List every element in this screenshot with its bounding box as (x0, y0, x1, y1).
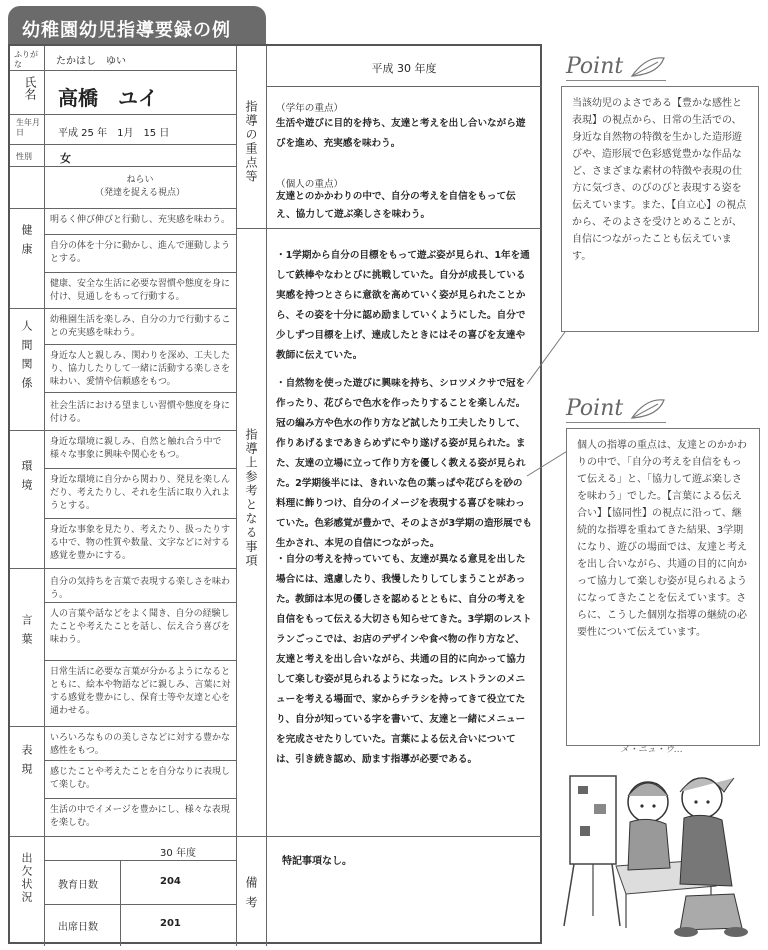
individual-focus-text: 友達とのかかわりの中で、自分の考えを自信をもって伝え、協力して遊ぶ楽しさを味わう。 (276, 191, 516, 220)
aim-text: いろいろなものの美しさなどに対する豊かな感性をもつ。 (50, 733, 231, 756)
reference-paragraph: ・自分の考えを持っていても、友達が異なる意見を出した場合には、遠慮したり、我慢したりしてしまうことがあった。教師は本児の優しさを認めるとともに、自分の考えを自信をもって伝える大切さも知らせてきた。3学期のレストランごっこでは、お店のデザインや食べ物の作り方など、友達と考えを出し合いながら、共通の目的に向かって協力して楽しむ姿が見られるようになった。レストランのメニューを考える場面で、家からチラシを持ってきて役立てたり、自分が知っている字を書いて、友達と一緒にメニューを完成させたりしていた。言葉による伝え合いについては、引き続き認め、励ます指導が必要である。 (276, 554, 532, 765)
aim-text: 身近な人と親しみ、関わりを深め、工夫したり、協力したりして一緒に活動する楽しさを味わい、愛情や信頼感をもつ。 (50, 351, 231, 387)
category-health: 健康 (20, 224, 33, 262)
aim-text: 身近な事象を見たり、考えたり、扱ったりする中で、物の性質や数量、文字などに対する感覚を豊かにする。 (50, 525, 231, 561)
attendance-row-label: 教育日数 (58, 880, 98, 891)
name-label: 氏名 (23, 76, 37, 100)
student-name: 高橋 ユイ (58, 86, 158, 110)
aim-text: 身近な環境に親しみ、自然と触れ合う中で様々な事象に興味や関心をもつ。 (50, 437, 222, 460)
aim-text: 日常生活に必要な言葉が分かるようになるとともに、絵本や物語などに親しみ、言葉に対する感覚を豊かにし、保育士等や友達と心を通わせる。 (50, 667, 231, 716)
aim-text: 社会生活における望ましい習慣や態度を身に付ける。 (50, 401, 231, 424)
aim-text: 健康、安全な生活に必要な習慣や態度を身に付け、見通しをもって行動する。 (50, 279, 231, 302)
aim-text: 自分の体を十分に動かし、進んで運動しようとする。 (50, 241, 231, 264)
point-box: 当該幼児のよさである【豊かな感性と表現】の視点から、日常の生活での、身近な自然物の特徴を生かした造形遊びや、造形展で色彩感覚豊かな作品など、さまざまな素材の特徴や表現の仕方に気づき、のびのびと表現する姿を伝えています。また、【自立心】の視点から、そのよさを受けとめることが、自信につながったことも伝えています。 (561, 86, 759, 332)
point-heading: Point (566, 54, 624, 79)
aim-text: 自分の気持ちを言葉で表現する楽しさを味わう。 (50, 577, 231, 600)
focus-label: 指導の重点等 (244, 100, 258, 184)
reference-paragraph: ・1学期から自分の目標をもって遊ぶ姿が見られ、1年を通して鉄棒やなわとびに挑戦していた。自分が成長している実感を持つとさらに意欲を高めていく姿が見られたことから、その姿を十分に認め励ましていくようにした。自分で少しずつ目標を上げ、達成したときにはその喜びを友達や教師に伝えていた。 (276, 250, 530, 361)
reference-label: 指導上参考となる事項 (244, 428, 258, 568)
gender-value: 女 (60, 152, 71, 165)
furigana-label: ふりがな (14, 50, 38, 69)
birth-value: 平成 25 年 1月 15 日 (58, 128, 170, 139)
aim-text: 生活の中でイメージを豊かにし、様々な表現を楽しむ。 (50, 805, 230, 828)
furigana-value: たかはし ゆい (56, 56, 126, 67)
gender-label: 性別 (16, 152, 32, 161)
aim-text: 身近な環境に自分から関わり、発見を楽しんだり、考えたりし、それを生活に取り入れようとする。 (50, 475, 231, 511)
birth-label: 生年月日 (16, 118, 40, 137)
aims-header: ねらい （発達を捉える視点） (94, 175, 185, 198)
aim-text: 人の言葉や話などをよく聞き、自分の経験したことや考えたことを話し、伝え合う喜びを味わう。 (50, 609, 231, 645)
year-focus-label: （学年の重点） (276, 103, 344, 114)
attendance-row-value: 204 (160, 876, 181, 887)
focus-year: 平成 30 年度 (371, 62, 437, 75)
remarks-label: 備考 (244, 876, 258, 916)
record-sheet (8, 44, 542, 944)
category-expression: 表現 (20, 744, 33, 782)
aim-text: 幼稚園生活を楽しみ、自分の力で行動することの充実感を味わう。 (50, 315, 231, 338)
category-relations: 人間関係 (20, 320, 33, 396)
leaf-icon (628, 396, 668, 422)
reference-paragraph: ・自然物を使った遊びに興味を持ち、シロツメクサで冠を作ったり、花びらで色水を作ったりすることを楽しんだ。冠の編み方や色水の作り方など試したり工夫したりして、作りあげるまであきらめずにやり遂げる姿が見られた。また、友達の立場に立って作り方を優しく教える姿が見られた。2学期後半には、きれいな色の葉っぱや花びらを砂の料理に飾りつけ、自分のイメージを表現する喜びを味わっていた。色彩感覚が豊かで、そのよさが3学期の造形展でも生かされ、本児の自信につながった。 (276, 378, 532, 549)
individual-focus-label: （個人の重点） (276, 179, 344, 190)
children-drawing-illustration (556, 756, 766, 942)
category-environment: 環境 (20, 460, 33, 498)
attendance-row-value: 201 (160, 918, 181, 929)
aim-text: 感じたことや考えたことを自分なりに表現して楽しむ。 (50, 767, 231, 790)
attendance-row-label: 出席日数 (58, 922, 98, 933)
illustration-caption: メ・ニュ・ウ… (620, 745, 684, 755)
leaf-icon (628, 54, 668, 80)
attendance-label: 出欠状況 (20, 852, 33, 904)
remarks-text: 特記事項なし。 (282, 856, 352, 867)
point-heading: Point (566, 396, 624, 421)
year-focus-text: 生活や遊びに目的を持ち、友達と考えを出し合いながら遊びを進め、充実感を味わう。 (276, 118, 526, 149)
aim-text: 明るく伸び伸びと行動し、充実感を味わう。 (50, 215, 231, 225)
attendance-year: 30 年度 (160, 848, 196, 859)
point-box: 個人の指導の重点は、友達とのかかわりの中で、「自分の考えを自信をもって伝える」と、「協力して遊ぶ楽しさを味わう」でした。【言葉による伝え合い】【協同性】の視点に沿って、継続的な指導を重ねてきた結果、3学期になり、遊びの場面では、友達と考えを出し合いながら、共通の目的に向かって協力して楽しむ姿が見られるようになってきたことを伝えています。さらに、こうした個別な指導の継続の必要性について伝えています。 (566, 428, 760, 746)
category-language: 言葉 (20, 614, 33, 652)
page-title: 幼稚園幼児指導要録の例 (8, 6, 266, 44)
